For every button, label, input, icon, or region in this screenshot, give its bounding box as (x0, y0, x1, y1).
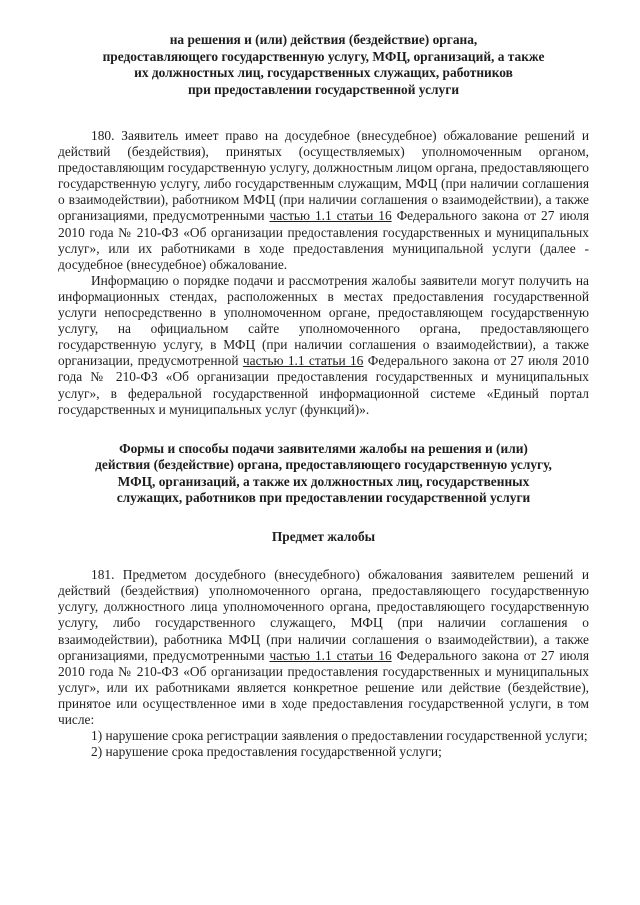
paragraph-text: 180. Заявитель имеет право на досудебное (внесудебное) обжалование решений и действий (бездействия), принятых (осуществляемых) уполномоченным органом, предоставляющим государственную услугу, должностным лицом органа, предоставляющего государственную услугу, либо государственным служащим, МФЦ (при наличии соглашения о взаимодействии), работником МФЦ (при наличии соглашения о взаимодействии), а также организациями, предусмотренными (58, 128, 589, 224)
document-page (58, 32, 589, 760)
law-reference-link[interactable]: частью 1.1 статьи 16 (269, 647, 392, 663)
paragraph-181 (58, 567, 589, 728)
paragraph-text: Федерального закона от 27 июля 2010 года № 210-ФЗ «Об организации предоставления государственных и муниципальных услуг», или их работниками является конкретное решение или действие (бездействие), принятое или осуществленное ими в ходе предоставления государственной услуги, в том числе: (58, 647, 590, 728)
heading-line: служащих, работников при предоставлении государственной услуги (116, 490, 531, 506)
section-heading-forms (58, 441, 589, 507)
heading-line: на решения и (или) действия (бездействие) органа, (169, 32, 478, 47)
section-heading-appeal (58, 32, 589, 98)
heading-line: действия (бездействие) органа, предоставляющего государственную услугу, (95, 457, 552, 473)
law-reference-link[interactable]: частью 1.1 статьи 16 (269, 208, 392, 224)
heading-line: их должностных лиц, государственных служащих, работников (134, 65, 513, 80)
heading-line: предоставляющего государственную услугу, МФЦ, организаций, а также (102, 48, 545, 64)
paragraph-text: 181. Предметом досудебного (внесудебного) обжалования заявителем решений и действий (бездействия) уполномоченного органа, предоставляющего государственную услугу, должностного лица уполномоченного органа, предоставляющего государственную услугу, либо государственного служащего, МФЦ (при наличии соглашения о взаимодействии), работника МФЦ (при наличии соглашения о взаимодействии), а также организациями, предусмотренными (58, 567, 589, 663)
heading-line: Формы и способы подачи заявителями жалобы на решения и (или) (119, 440, 528, 456)
law-reference-link[interactable]: частью 1.1 статьи 16 (242, 353, 364, 369)
paragraph-text: Федерального закона от 27 июля 2010 года № 210-ФЗ «Об организации предоставления государственных и муниципальных услуг», или их работниками в ходе предоставления муниципальной услуги (далее - досудебное (внесудебное) обжалование. (58, 208, 590, 272)
heading-line: при предоставлении государственной услуги (187, 81, 460, 97)
paragraph-text: Федерального закона от 27 июля 2010 года № 210-ФЗ «Об организации предоставления государственных и муниципальных услуг», в федеральной государственной информационной системе «Единый портал государственных и муниципальных услуг (функций)». (58, 353, 589, 417)
paragraph-information (58, 273, 589, 418)
section-heading-subject: Предмет жалобы (271, 528, 376, 544)
heading-line: МФЦ, организаций, а также их должностных лиц, государственных (117, 473, 530, 489)
list-item: 2) нарушение срока предоставления государственной услуги; (91, 744, 442, 760)
paragraph-text: Информацию о порядке подачи и рассмотрения жалобы заявители могут получить на информационных стендах, расположенных в местах предоставления государственной услуги непосредственно в уполномоченном органе, предоставляющем государственную услугу, на официальном сайте уполномоченного органа, предоставляющего государственную услугу, в МФЦ (при наличии соглашения о взаимодействии), а также организации, предусмотренной (58, 272, 589, 369)
paragraph-180 (58, 128, 589, 273)
list-item: 1) нарушение срока регистрации заявления о предоставлении государственной услуги; (91, 728, 588, 744)
